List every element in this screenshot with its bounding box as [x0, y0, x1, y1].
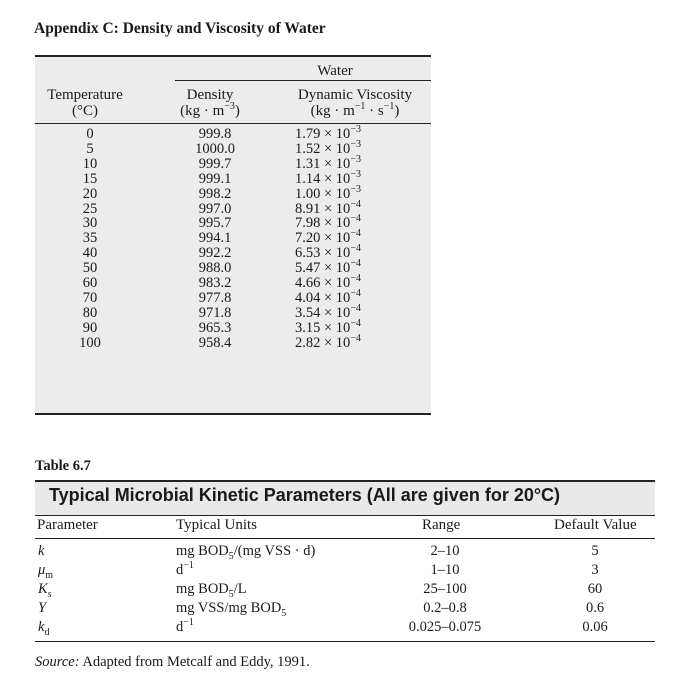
- temperature-column: [55, 127, 125, 351]
- viscosity-cell: $1.79 \times 10^{-3}$: [295, 124, 361, 142]
- density-header-unit: $(kg \cdot m^{-3})$: [180, 101, 240, 119]
- density-cell: 965.3: [198, 319, 232, 336]
- temperature-cell: 35: [82, 230, 98, 247]
- density-cell: 997.0: [198, 200, 232, 217]
- water-group-header: Water: [317, 63, 353, 79]
- temperature-header-unit: (°C): [72, 103, 98, 119]
- temperature-cell: 60: [82, 275, 98, 292]
- density-cell: 999.1: [198, 170, 232, 187]
- viscosity-cell: $6.53 \times 10^{-4}$: [295, 243, 361, 262]
- table-bottom-rule: [35, 413, 431, 415]
- range-cell: 0.025–0.075: [408, 619, 482, 635]
- temperature-header-label: Temperature: [47, 87, 123, 103]
- temperature-cell: 20: [82, 185, 98, 202]
- viscosity-cell: $3.54 \times 10^{-4}$: [295, 303, 361, 321]
- viscosity-cell: $5.47 \times 10^{-4}$: [295, 258, 361, 277]
- water-table: [35, 55, 431, 415]
- density-cell: 983.2: [198, 275, 232, 292]
- density-cell: 999.7: [198, 155, 232, 172]
- viscosity-cell: $1.14 \times 10^{-3}$: [295, 168, 361, 187]
- density-cell: 1000.0: [195, 140, 235, 157]
- temperature-cell: 5: [86, 140, 94, 157]
- viscosity-cell: $1.00 \times 10^{-3}$: [295, 183, 361, 202]
- default-cell: 0.06: [582, 619, 608, 635]
- range-cell: 2–10: [430, 543, 460, 559]
- header-rule: [35, 538, 655, 539]
- appendix-title: Appendix C: Density and Viscosity of Water: [34, 20, 326, 37]
- temperature-cell: 80: [82, 304, 98, 321]
- density-header: [160, 87, 260, 119]
- source-note: Source: Adapted from Metcalf and Eddy, 1991.: [35, 654, 310, 670]
- units-cell: mg $BOD_5/L$: [176, 581, 247, 600]
- density-cell: 994.1: [198, 230, 232, 247]
- table-label: Table 6.7: [35, 458, 91, 474]
- density-cell: 992.2: [198, 245, 232, 262]
- default-cell: 5: [591, 543, 599, 559]
- table-top-rule: [35, 55, 431, 57]
- column-header-units: Typical Units: [176, 517, 258, 533]
- range-cell: 0.2–0.8: [423, 600, 467, 616]
- default-cell: 60: [587, 581, 603, 597]
- density-cell: 977.8: [198, 289, 232, 306]
- units-cell: $d^{-1}$: [176, 560, 194, 578]
- temperature-cell: 50: [82, 260, 98, 277]
- viscosity-header: [280, 87, 430, 119]
- param-cell: $\mu_m$: [38, 562, 54, 581]
- density-header-label: Density: [186, 87, 234, 103]
- viscosity-cell: $4.04 \times 10^{-4}$: [295, 288, 361, 306]
- density-cell: 988.0: [198, 260, 232, 277]
- viscosity-cell: $2.82 \times 10^{-4}$: [295, 332, 361, 351]
- units-cell: $d^{-1}$: [176, 617, 194, 635]
- range-cell: 1–10: [430, 562, 460, 578]
- density-cell: 995.7: [198, 215, 232, 232]
- temperature-cell: 40: [82, 245, 98, 262]
- table-title: Typical Microbial Kinetic Parameters (All are given for 20°C): [49, 485, 561, 505]
- group-underline: [175, 80, 431, 81]
- viscosity-header-unit: $(kg \cdot m^{-1} \cdot s^{-1})$: [310, 101, 400, 119]
- viscosity-cell: $7.20 \times 10^{-4}$: [295, 228, 361, 247]
- viscosity-cell: $1.31 \times 10^{-3}$: [295, 153, 361, 172]
- header-rule: [35, 123, 431, 124]
- units-cell: mg $BOD_5/(mg$ VSS · d): [176, 543, 316, 562]
- viscosity-cell: $7.98 \times 10^{-4}$: [295, 213, 361, 232]
- temperature-cell: 70: [82, 289, 98, 306]
- temperature-cell: 10: [82, 155, 98, 172]
- temperature-cell: 0: [86, 126, 94, 142]
- viscosity-cell: $1.52 \times 10^{-3}$: [295, 139, 361, 157]
- density-column: [175, 127, 255, 351]
- param-cell: $K_s$: [38, 581, 52, 600]
- default-cell: 0.6: [585, 600, 605, 616]
- density-cell: 971.8: [198, 304, 232, 321]
- units-cell: mg VSS/mg $BOD_5$: [176, 600, 287, 619]
- param-cell: k: [38, 543, 45, 559]
- viscosity-cell: $4.66 \times 10^{-4}$: [295, 273, 361, 292]
- column-header-range: Range: [422, 517, 461, 533]
- table-bottom-rule: [35, 641, 655, 642]
- param-cell: $k_d$: [38, 619, 50, 638]
- viscosity-cell: $8.91 \times 10^{-4}$: [295, 198, 361, 217]
- temperature-cell: 100: [79, 334, 101, 351]
- viscosity-header-label: Dynamic Viscosity: [297, 87, 413, 103]
- viscosity-cell: $3.15 \times 10^{-4}$: [295, 317, 361, 336]
- range-cell: 25–100: [423, 581, 467, 597]
- density-cell: 998.2: [198, 185, 232, 202]
- temperature-cell: 15: [82, 170, 98, 187]
- default-cell: 3: [591, 562, 599, 578]
- column-header-parameter: Parameter: [37, 517, 98, 533]
- temperature-cell: 90: [82, 319, 98, 336]
- temperature-cell: 30: [82, 215, 98, 232]
- density-cell: 999.8: [198, 126, 232, 142]
- temperature-cell: 25: [82, 200, 98, 217]
- viscosity-column: [295, 124, 415, 351]
- density-cell: 958.4: [198, 334, 232, 351]
- column-header-default: Default Value: [554, 517, 637, 533]
- param-cell: Y: [38, 600, 47, 616]
- temperature-header: [35, 87, 135, 119]
